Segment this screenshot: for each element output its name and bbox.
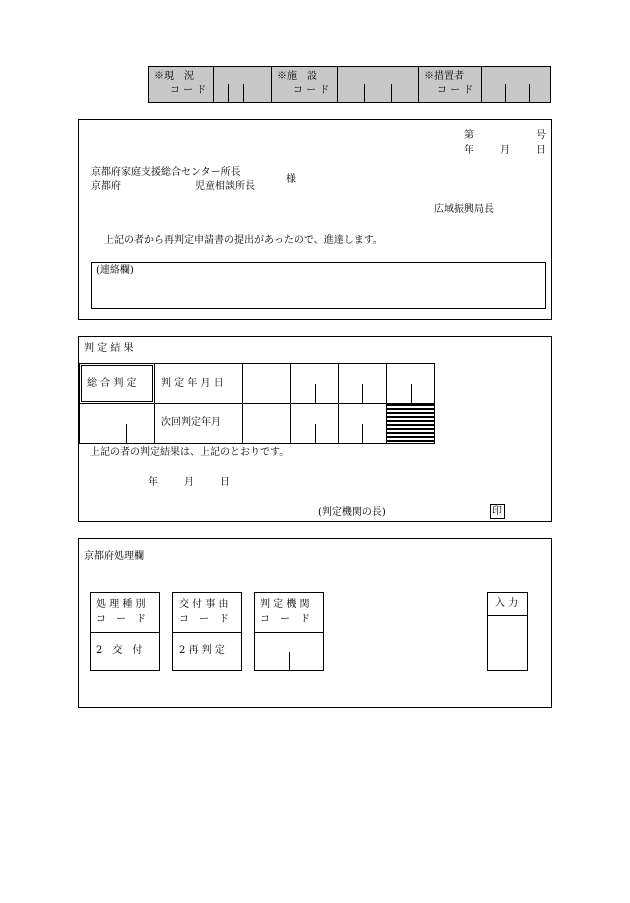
processing-type-label: 処 理 種 別 bbox=[96, 599, 146, 610]
document-number-label: 第 bbox=[464, 130, 474, 141]
judgment-date-era-input[interactable] bbox=[242, 363, 291, 404]
judgment-day-label: 日 bbox=[220, 477, 230, 488]
issuance-reason-label: 交 付 事 由 bbox=[179, 599, 229, 610]
current-status-code-label: コ ー ド bbox=[170, 85, 207, 96]
judgment-month-label: 月 bbox=[184, 477, 194, 488]
date-month-label: 月 bbox=[500, 145, 510, 156]
processing-title: 京都府処理欄 bbox=[84, 551, 144, 562]
addressee-prefecture: 京都府 bbox=[91, 181, 121, 192]
judgment-agency-code-label: コ ー ド bbox=[260, 614, 310, 625]
sender-title: 広域振興局長 bbox=[434, 204, 494, 215]
overall-judgment-label: 総 合 判 定 bbox=[87, 378, 137, 389]
issuance-reason-value[interactable]: 2 再 判 定 bbox=[179, 645, 225, 656]
judgment-agency-label: 判 定 機 関 bbox=[260, 599, 310, 610]
judgment-agency-code-input[interactable] bbox=[255, 633, 323, 670]
issuance-reason-code-label: コ ー ド bbox=[179, 614, 229, 625]
next-judgment-unused-cell bbox=[386, 403, 435, 444]
contact-label: (連絡欄) bbox=[96, 265, 134, 276]
seal-label: 印 bbox=[492, 506, 502, 517]
guardian-label: ※措置者 bbox=[424, 71, 464, 82]
addressee-office: 児童相談所長 bbox=[195, 181, 255, 192]
next-judgment-era-input[interactable] bbox=[242, 403, 291, 444]
input-label: 入 力 bbox=[495, 598, 519, 609]
guardian-code-input[interactable] bbox=[481, 66, 551, 103]
next-judgment-label: 次回判定年月 bbox=[161, 417, 221, 428]
judgment-statement: 上記の者の判定結果は、上記のとおりです。 bbox=[90, 447, 290, 458]
contact-field[interactable] bbox=[91, 262, 546, 309]
current-status-label: ※現 況 bbox=[154, 71, 194, 82]
guardian-code-label: コ ー ド bbox=[437, 85, 474, 96]
date-year-label: 年 bbox=[464, 145, 474, 156]
judgment-authority-label: (判定機関の長) bbox=[318, 507, 386, 518]
facility-code-label: コ ー ド bbox=[293, 85, 330, 96]
facility-label: ※施 設 bbox=[277, 71, 317, 82]
document-number-suffix: 号 bbox=[536, 130, 546, 141]
honorific: 様 bbox=[286, 174, 296, 185]
processing-type-value[interactable]: 2 交 付 bbox=[96, 645, 143, 656]
processing-type-code-label: コ ー ド bbox=[96, 614, 146, 625]
judgment-title: 判 定 結 果 bbox=[84, 343, 134, 354]
judgment-year-label: 年 bbox=[148, 477, 158, 488]
overall-judgment-input[interactable] bbox=[79, 403, 155, 444]
judgment-date-label: 判 定 年 月 日 bbox=[161, 378, 224, 389]
date-day-label: 日 bbox=[536, 145, 546, 156]
transmittal-body: 上記の者から再判定申請書の提出があったので、進達します。 bbox=[104, 235, 383, 246]
facility-code-input[interactable] bbox=[337, 66, 419, 103]
addressee-line1: 京都府家庭支援総合センター所長 bbox=[91, 167, 241, 178]
